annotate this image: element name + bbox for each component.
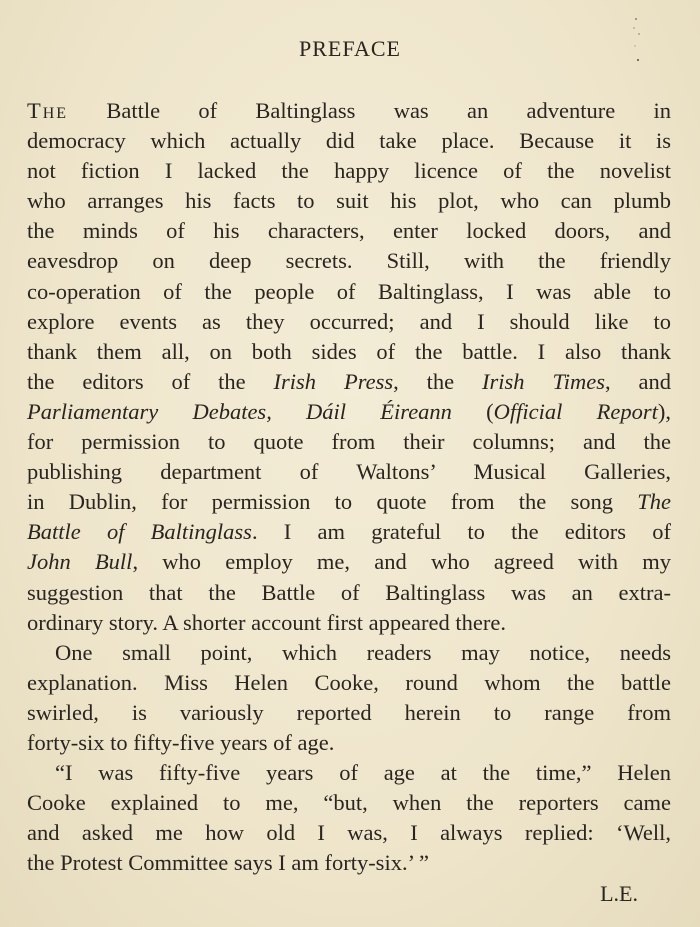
text-span: , and bbox=[604, 368, 671, 394]
text-span: co-operation of the people of Baltinglass, I was able to bbox=[27, 278, 671, 304]
italic-span: John Bull bbox=[27, 549, 133, 575]
text-span: publishing department of Waltons’ Musical Galleries, bbox=[27, 459, 671, 485]
text-line bbox=[27, 517, 671, 547]
text-line bbox=[27, 427, 671, 457]
text-span: eavesdrop on deep secrets. Still, with the friendly bbox=[27, 248, 671, 274]
text-span: not fiction I lacked the happy licence of the novelist bbox=[27, 158, 671, 184]
text-span: the editors of the bbox=[27, 368, 274, 394]
italic-span: Irish Times bbox=[482, 368, 605, 394]
text-line bbox=[27, 487, 671, 517]
text-span: ), bbox=[657, 398, 671, 424]
text-line bbox=[27, 608, 671, 638]
text-line bbox=[27, 758, 671, 788]
text-span: in Dublin, for permission to quote from the song bbox=[27, 489, 638, 515]
paragraph bbox=[27, 638, 671, 758]
text-line bbox=[27, 246, 671, 276]
italic-span: Irish Press bbox=[273, 368, 394, 394]
text-line bbox=[27, 668, 671, 698]
italic-span: The bbox=[637, 489, 671, 515]
text-line bbox=[27, 216, 671, 246]
preface-text bbox=[27, 96, 671, 878]
text-span: explanation. Miss Helen Cooke, round whom the battle bbox=[27, 669, 671, 695]
text-line bbox=[27, 367, 671, 397]
paragraph bbox=[27, 758, 671, 878]
text-line bbox=[27, 578, 671, 608]
text-line bbox=[27, 547, 671, 577]
italic-span: Official Report bbox=[493, 398, 658, 424]
page-title: PREFACE bbox=[299, 36, 401, 61]
text-line bbox=[27, 638, 671, 668]
text-span: Battle of Baltinglass was an adventure in bbox=[68, 98, 671, 123]
text-span: and asked me how old I was, I always replied: ‘Well, bbox=[27, 820, 671, 846]
text-span: democracy which actually did take place. Because it is bbox=[27, 128, 671, 154]
text-line bbox=[27, 277, 671, 307]
text-span: . I am grateful to the editors of bbox=[251, 519, 671, 545]
text-span: One small point, which readers may notice, needs bbox=[55, 639, 671, 665]
text-span: thank them all, on both sides of the battle. I also thank bbox=[27, 338, 671, 364]
text-span: the Protest Committee says I am forty-six.’ ” bbox=[27, 850, 430, 876]
small-caps-span: The bbox=[27, 98, 69, 123]
text-line bbox=[27, 728, 671, 758]
text-span: ( bbox=[451, 398, 494, 424]
text-span: who arranges his facts to suit his plot, who can plumb bbox=[27, 188, 671, 214]
text-line bbox=[27, 96, 671, 126]
text-span: the minds of his characters, enter locked doors, and bbox=[27, 218, 671, 244]
text-line bbox=[27, 698, 671, 728]
text-span: for permission to quote from their columns; and the bbox=[27, 429, 671, 455]
italic-span: Parliamentary Debates, Dáil Éireann bbox=[27, 398, 452, 424]
italic-span: Battle of Baltinglass bbox=[27, 519, 252, 545]
text-span: ordinary story. A shorter account first appeared there. bbox=[27, 609, 506, 635]
author-signature: L.E. bbox=[600, 881, 638, 906]
text-span: Cooke explained to me, “but, when the reporters came bbox=[27, 790, 671, 816]
text-line bbox=[27, 457, 671, 487]
paragraph bbox=[27, 96, 671, 638]
text-span: suggestion that the Battle of Baltinglass was an extra- bbox=[27, 579, 671, 605]
text-span: , who employ me, and who agreed with my bbox=[132, 549, 671, 575]
text-line bbox=[27, 397, 671, 427]
text-line bbox=[27, 126, 671, 156]
text-span: , the bbox=[393, 368, 483, 394]
text-line bbox=[27, 848, 671, 878]
text-span: forty-six to fifty-five years of age. bbox=[27, 729, 335, 755]
text-line bbox=[27, 186, 671, 216]
text-line bbox=[27, 156, 671, 186]
text-line bbox=[27, 337, 671, 367]
text-span: swirled, is variously reported herein to range from bbox=[27, 699, 671, 725]
text-line bbox=[27, 307, 671, 337]
text-span: explore events as they occurred; and I should like to bbox=[27, 308, 671, 334]
text-span: “I was fifty-five years of age at the time,” Helen bbox=[55, 760, 671, 786]
text-line bbox=[27, 788, 671, 818]
text-line bbox=[27, 818, 671, 848]
